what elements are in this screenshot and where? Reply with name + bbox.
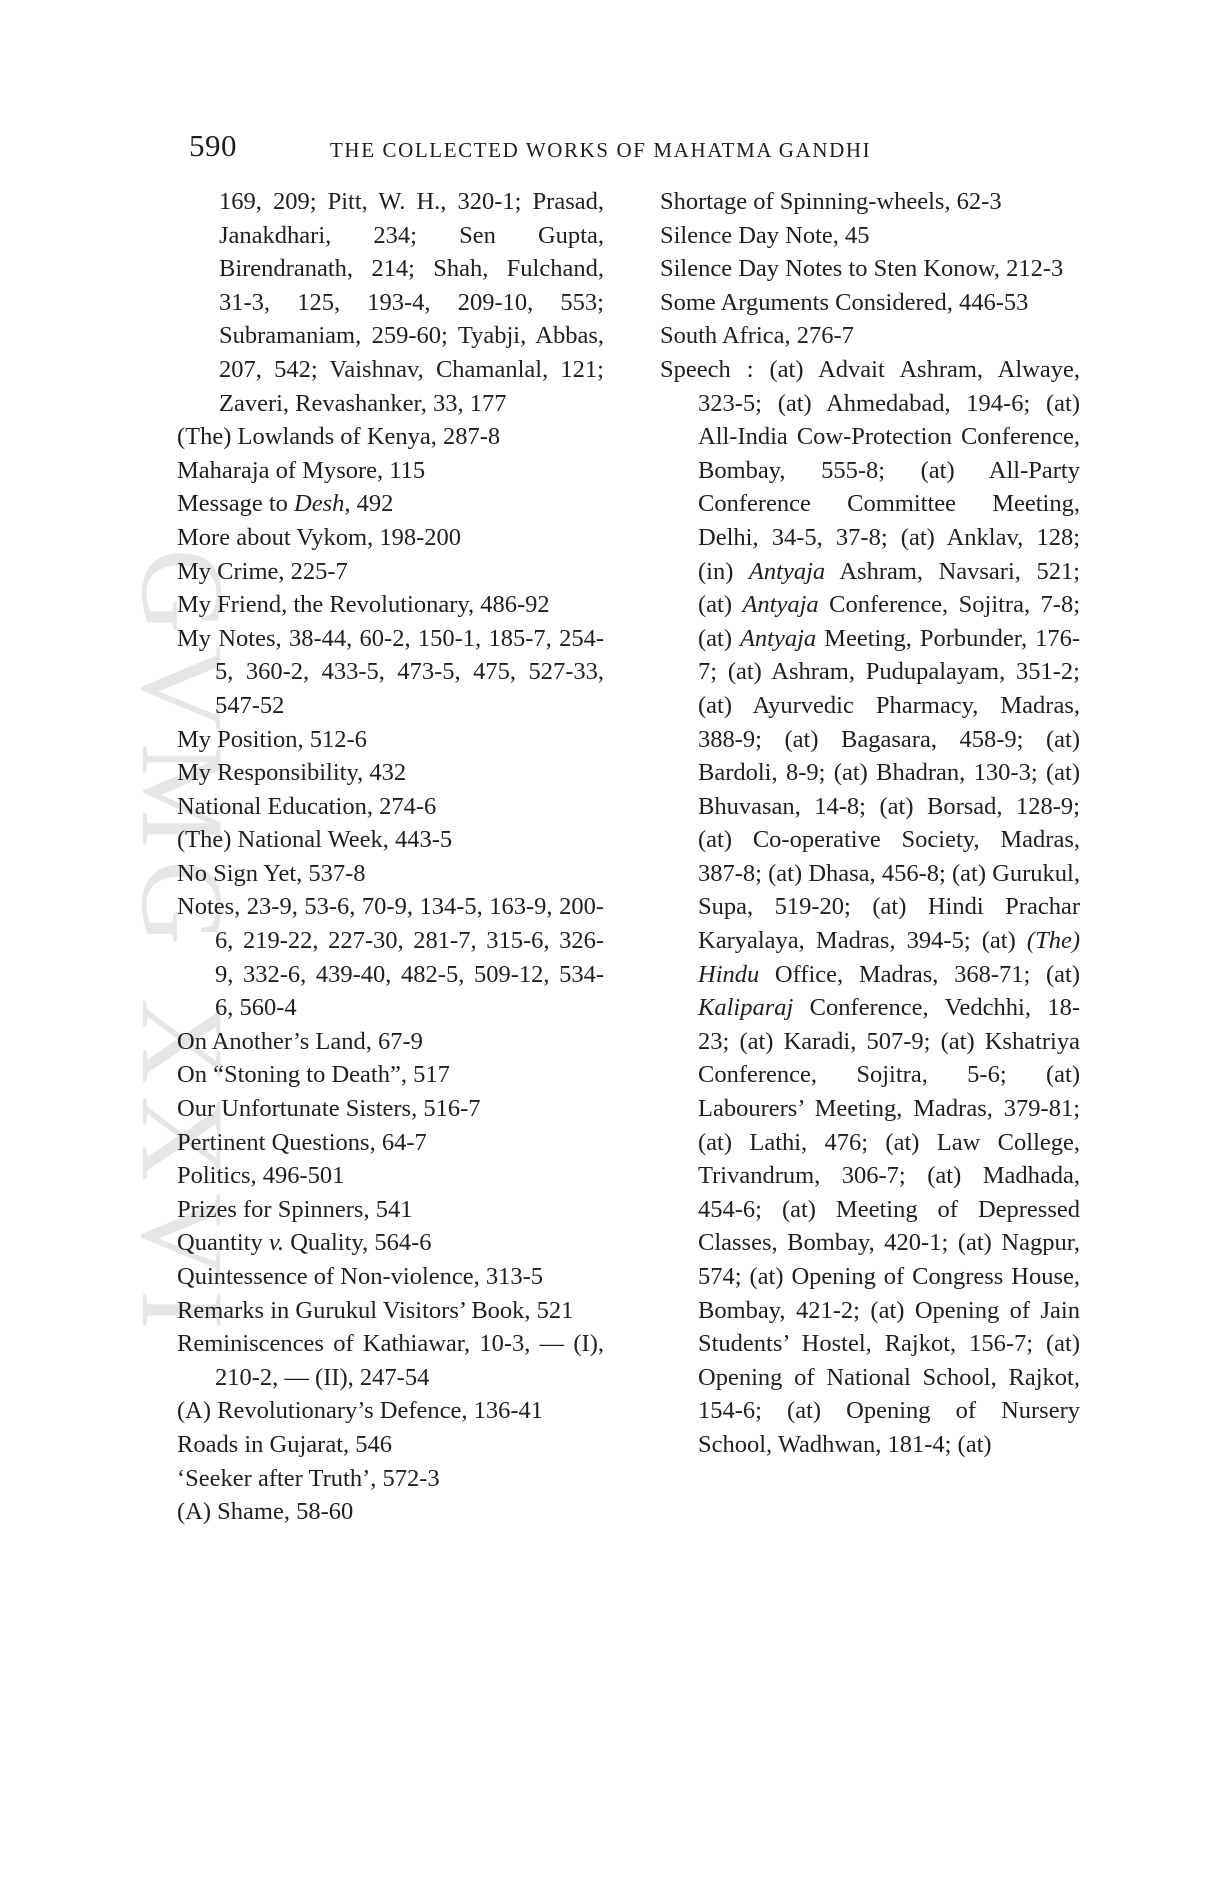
index-entry-text: Maharaja of Mysore, 115 [177, 456, 426, 484]
index-entry [177, 420, 604, 454]
index-entry-italic-text: Kaliparaj [698, 994, 794, 1022]
index-entry-italic-text: (The) Hindu [698, 927, 1080, 988]
index-entry-text: Politics, 496-501 [177, 1162, 345, 1190]
index-entry-text: My Notes, 38-44, 60-2, 150-1, 185-7, 254-5, 360-2, 433-5, 473-5, 475, 527-33, 547-52 [177, 624, 604, 719]
index-entry-italic-text: Desh [294, 490, 345, 518]
index-entry [660, 219, 1080, 253]
index-entry [177, 1226, 604, 1260]
index-entry-text: ‘Seeker after Truth’, 572-3 [177, 1464, 440, 1492]
index-entry-italic-text: v. [268, 1229, 285, 1257]
index-entry-text: Roads in Gujarat, 546 [177, 1430, 393, 1458]
index-entry-text: On Another’s Land, 67-9 [177, 1027, 423, 1055]
index-entry-text: 169, 209; Pitt, W. H., 320-1; Prasad, Janakdhari, 234; Sen Gupta, Birendranath, 214; Shah, Fulchand, 31-3, 125, 193-4, 209-10, 553; Subramaniam, 259-60; Tyabji, Abbas, 207, 542; Vaishnav, Chamanlal, 121; Zaveri, Revashanker, 33, 177 [219, 188, 604, 417]
index-entry [660, 319, 1080, 353]
index-entry-text: Conference, Sojitra, 7-8; (at) [698, 591, 1081, 652]
index-entry [177, 185, 604, 420]
index-entry-text: Meeting, Porbunder, 176-7; (at) Ashram, Pudupalayam, 351-2; (at) Ayurvedic Pharmacy, Madras, 388-9; (at) Bagasara, 458-9; (at) Bardoli, 8-9; (at) Bhadran, 130-3; (at) Bhuvasan, 14-8; (at) Borsad, 128-9; (at) Co-operative Society, Madras, 387-8; (at) Dhasa, 456-8; (at) Gurukul, Supa, 519-20; (at) Hindi Prachar Karyalaya, Madras, 394-5; (at) [698, 624, 1080, 955]
index-entry-text: Speech : (at) Advait Ashram, Alwaye, 323-5; (at) Ahmedabad, 194-6; (at) All-India Cow-Protection Conference, Bombay, 555-8; (at) All-Party Conference Committee Meeting, Delhi, 34-5, 37-8; (at) Anklav, 128; (in) [660, 355, 1080, 585]
index-entry-text: Silence Day Notes to Sten Konow, 212-3 [660, 255, 1064, 283]
index-entry [177, 1126, 604, 1160]
index-entry [660, 185, 1080, 219]
index-entry-text: Quintessence of Non-violence, 313-5 [177, 1263, 544, 1290]
index-entry [177, 1193, 604, 1227]
index-entry [660, 353, 1080, 1462]
index-entry [177, 1159, 604, 1193]
index-entry-text: (The) National Week, 443-5 [177, 826, 453, 854]
index-entry-text: (A) Shame, 58-60 [177, 1498, 354, 1526]
index-entry [177, 1025, 604, 1059]
index-entry [177, 521, 604, 555]
index-entry-text: Message to [177, 490, 295, 518]
index-entry-text: National Education, 274-6 [177, 792, 437, 820]
index-entry-text: More about Vykom, 198-200 [177, 523, 461, 551]
index-entry-italic-text: Antyaja [748, 557, 826, 585]
index-entry-text: Quantity [177, 1229, 269, 1257]
index-entry-text: Pertinent Questions, 64-7 [177, 1128, 427, 1156]
index-entry-text: Silence Day Note, 45 [660, 221, 870, 249]
index-entry-text: , 492 [344, 490, 394, 518]
index-entry-text: On “Stoning to Death”, 517 [177, 1061, 450, 1089]
index-entry [177, 1260, 604, 1294]
index-entry-text: (A) Revolutionary’s Defence, 136-41 [177, 1397, 544, 1425]
running-head: THE COLLECTED WORKS OF MAHATMA GANDHI [330, 138, 872, 162]
index-column-left [177, 185, 604, 1529]
index-entry-text: Conference, Vedchhi, 18-23; (at) Karadi, 507-9; (at) Kshatriya Conference, Sojitra, 5-6; (at) Labourers’ Meeting, Madras, 379-81; (at) Lathi, 476; (at) Law College, Trivandrum, 306-7; (at) Madhada, 454-6; (at) Meeting of Depressed Classes, Bombay, 420-1; (at) Nagpur, 574; (at) Opening of Congress House, Bombay, 421-2; (at) Opening of Jain Students’ Hostel, Rajkot, 156-7; (at) Opening of National School, Rajkot, 154-6; (at) Opening of Nursery School, Wadhwan, 181-4; (at) [698, 994, 1080, 1458]
index-entry [177, 823, 604, 857]
index-entry [177, 890, 604, 1024]
index-entry [660, 286, 1080, 320]
index-entry-text: Ashram, Navsari, 521; (at) [698, 557, 1080, 619]
page-header [0, 128, 1229, 168]
index-entry [177, 1462, 604, 1496]
index-entry-text: Remarks in Gurukul Visitors’ Book, 521 [177, 1296, 574, 1324]
index-entry [177, 1495, 604, 1529]
index-entry [177, 1428, 604, 1462]
index-entry-text: My Responsibility, 432 [177, 759, 407, 787]
index-entry-text: Our Unfortunate Sisters, 516-7 [177, 1095, 481, 1123]
index-entry-text: Notes, 23-9, 53-6, 70-9, 134-5, 163-9, 200-6, 219-22, 227-30, 281-7, 315-6, 326-9, 332-6, 439-40, 482-5, 509-12, 534-6, 560-4 [177, 893, 604, 1022]
index-entry-text: Office, Madras, 368-71; (at) [759, 960, 1080, 988]
index-entry [177, 454, 604, 488]
index-entry [177, 857, 604, 891]
index-entry-italic-text: Antyaja [742, 591, 819, 619]
page-number: 590 [189, 128, 237, 163]
index-entry-text: My Crime, 225-7 [177, 557, 348, 585]
index-entry [177, 1394, 604, 1428]
index-entry [177, 555, 604, 589]
index-entry-text: (The) Lowlands of Kenya, 287-8 [177, 423, 501, 451]
index-entry-text: Prizes for Spinners, 541 [177, 1195, 413, 1223]
index-entry [177, 1058, 604, 1092]
index-entry-text: My Position, 512-6 [177, 725, 367, 753]
index-entry [177, 790, 604, 824]
index-entry [177, 756, 604, 790]
index-entry-text: Shortage of Spinning-wheels, 62-3 [660, 188, 1002, 215]
index-entry [177, 487, 604, 521]
index-entry-text: Reminiscences of Kathiawar, 10-3, — (I), 210-2, — (II), 247-54 [177, 1330, 604, 1391]
index-entry [177, 622, 604, 723]
index-entry-text: No Sign Yet, 537-8 [177, 859, 366, 887]
index-entry-text: South Africa, 276-7 [660, 322, 854, 350]
index-entry [177, 1294, 604, 1328]
index-entry-text: Some Arguments Considered, 446-53 [660, 288, 1029, 316]
index-entry [177, 1327, 604, 1394]
index-entry [660, 252, 1080, 286]
index-entry-italic-text: Antyaja [739, 624, 817, 652]
index-entry-text: My Friend, the Revolutionary, 486-92 [177, 591, 550, 619]
index-entry-text: Quality, 564-6 [284, 1229, 432, 1257]
index-entry [177, 588, 604, 622]
watermark-text: GVMG XXVI [125, 548, 235, 1342]
index-entry [177, 723, 604, 757]
index-column-right [660, 185, 1080, 1462]
index-entry [177, 1092, 604, 1126]
